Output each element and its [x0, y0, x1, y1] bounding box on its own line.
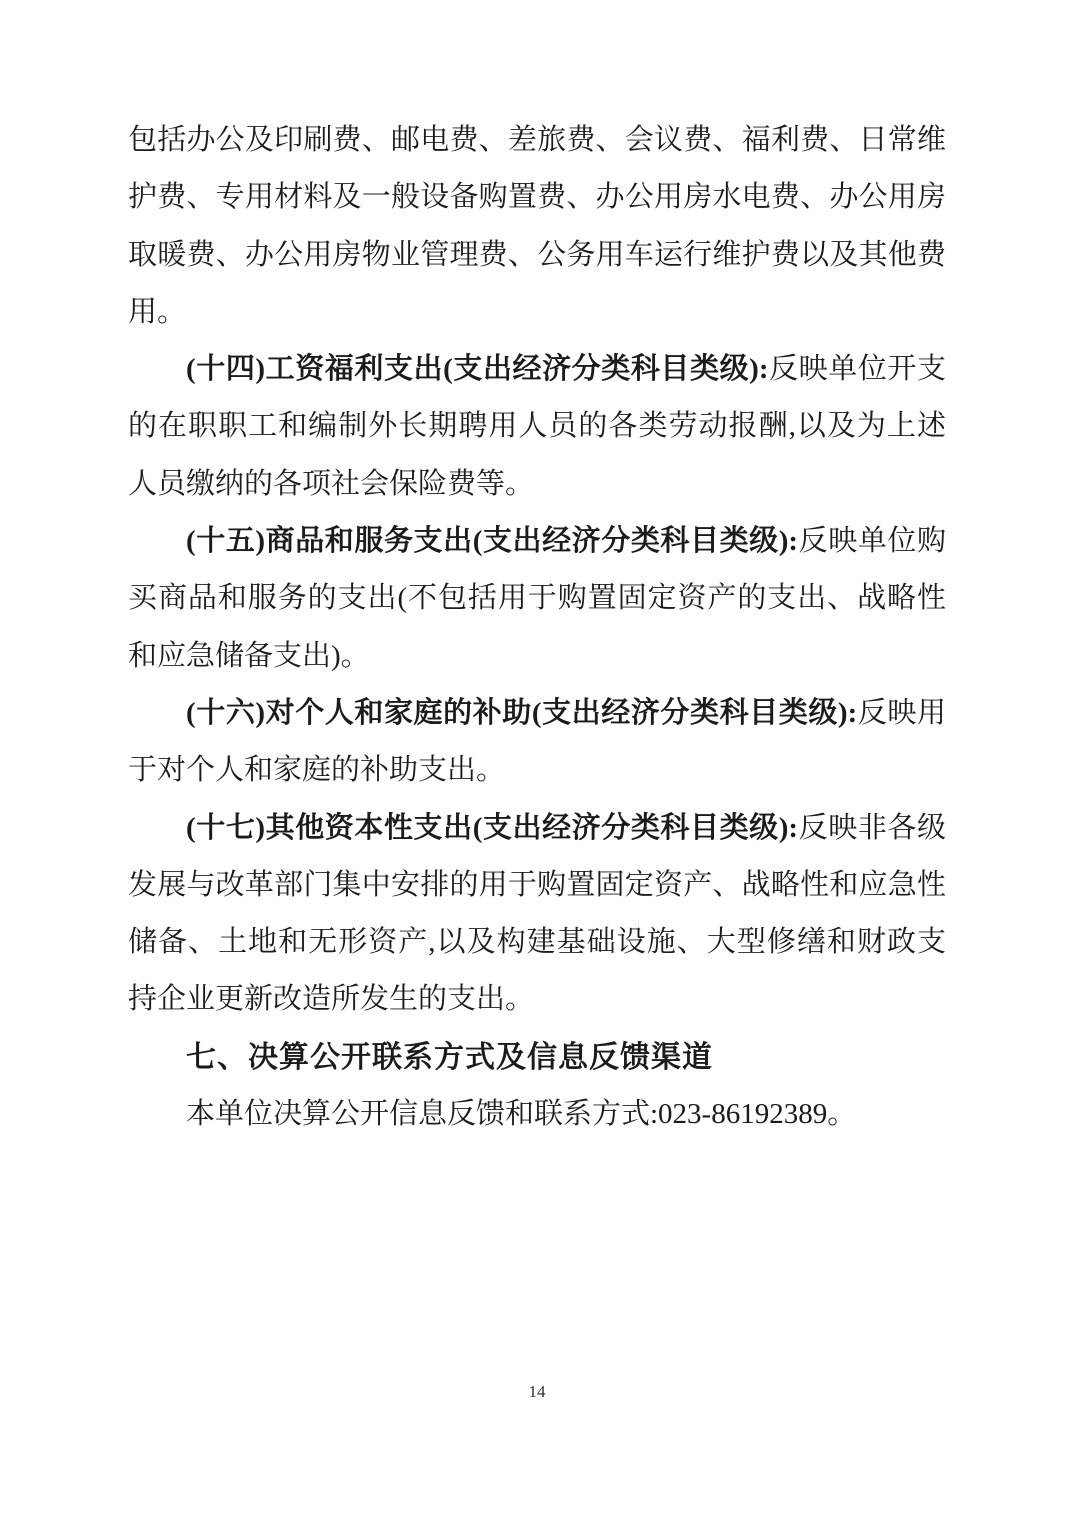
paragraph-lead-bold: (十四)工资福利支出(支出经济分类科目类级): [186, 353, 769, 386]
paragraph-text: 反映非各级发展与改革部门集中安排的用于购置固定资产、战略性和应急性储备、土地和无形资产,以及构建基础设施、大型修缮和财政支持企业更新改造所发生的支出。 [128, 811, 946, 1016]
section-heading-contact-channels: 七、决算公开联系方式及信息反馈渠道 [186, 1040, 713, 1074]
paragraph-text: 反映用于对个人和家庭的补助支出。 [128, 696, 946, 787]
paragraph-lead-bold: (十五)商品和服务支出(支出经济分类科目类级): [186, 525, 799, 558]
paragraph-text: 反映单位购买商品和服务的支出(不包括用于购置固定资产的支出、战略性和应急储备支出)。 [128, 525, 946, 672]
paragraph-item-15-goods-services [128, 513, 946, 685]
paragraph-lead-bold: (十六)对个人和家庭的补助(支出经济分类科目类级): [186, 696, 858, 729]
contact-info-line: 本单位决算公开信息反馈和联系方式:023-86192389。 [186, 1098, 857, 1131]
paragraph-item-17-other-capital-expenditure [128, 800, 946, 1029]
paragraph-expense-items-continued [128, 112, 946, 341]
paragraph-item-14-wage-welfare [128, 341, 946, 513]
paragraph-item-16-individual-family-subsidy [128, 685, 946, 800]
page-number: 14 [528, 1382, 546, 1401]
paragraph-text: 反映单位开支的在职职工和编制外长期聘用人员的各类劳动报酬,以及为上述人员缴纳的各项社会保险费等。 [128, 353, 946, 500]
paragraph-lead-bold: (十七)其他资本性支出(支出经济分类科目类级): [186, 811, 799, 844]
document-body [128, 112, 946, 1143]
paragraph-text: 包括办公及印刷费、邮电费、差旅费、会议费、福利费、日常维护费、专用材料及一般设备购置费、办公用房水电费、办公用房取暖费、办公用房物业管理费、公务用车运行维护费以及其他费用。 [128, 124, 946, 328]
